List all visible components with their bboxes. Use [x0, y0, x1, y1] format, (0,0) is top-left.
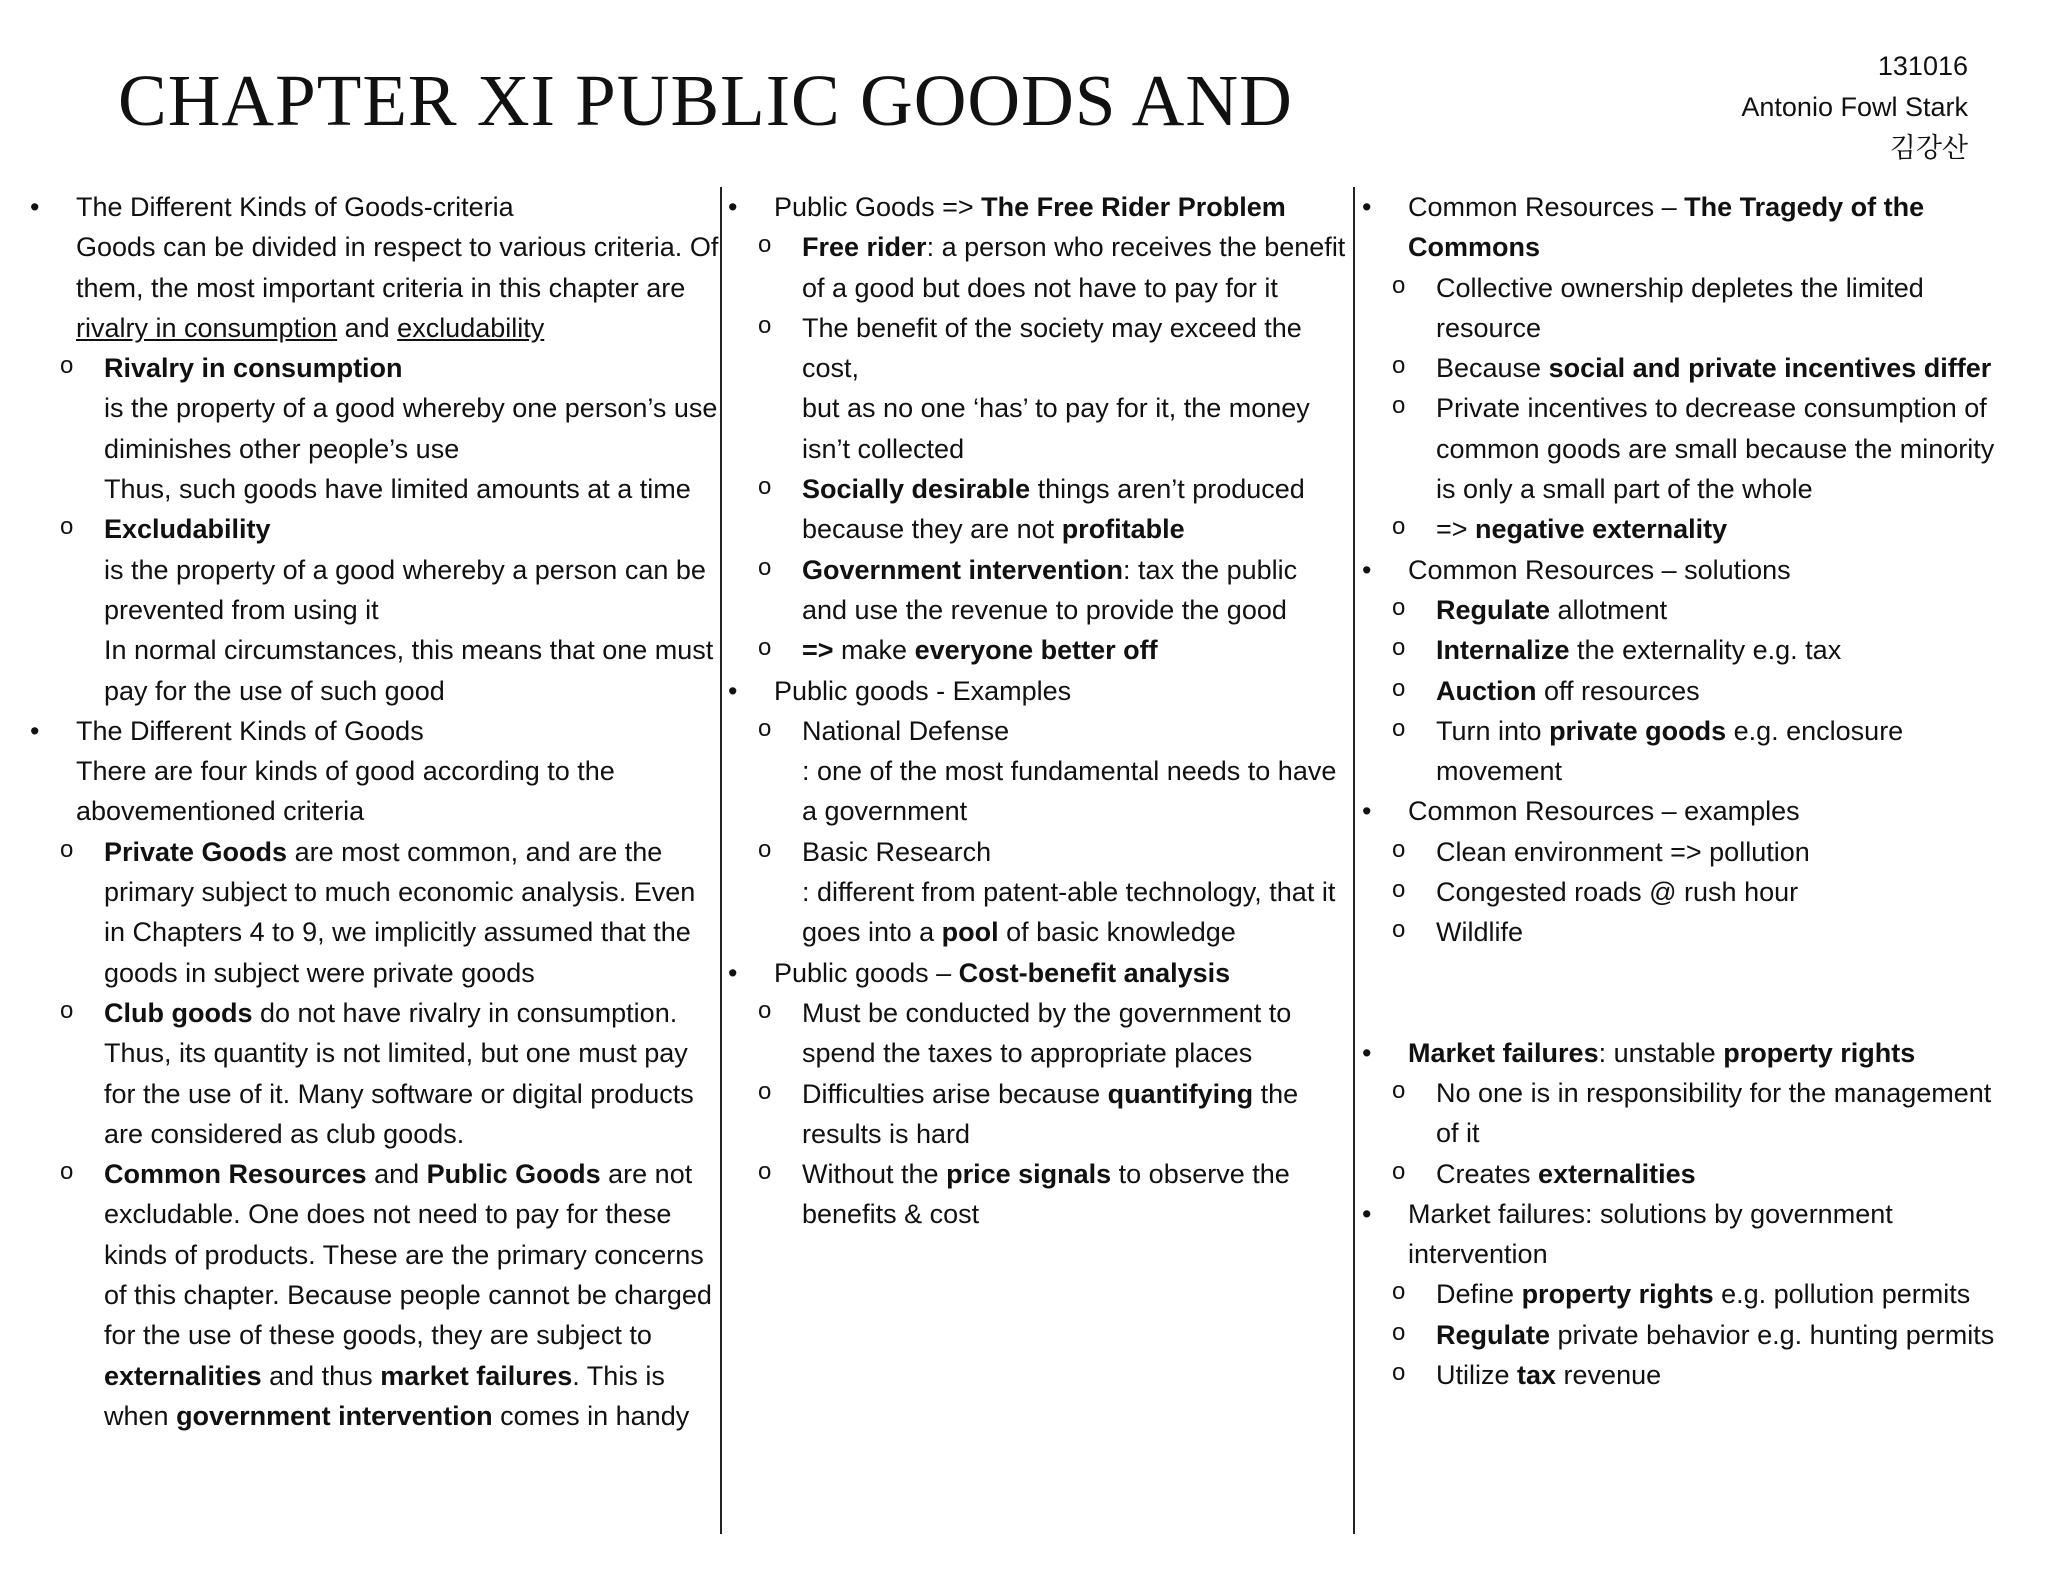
- sub-list-item: o Common Resources and Public Goods are not excludable. One does not need to pay for these kinds of products. These are the primary concerns of this chapter. Because people cannot be charged for the use of these goods, they are subject to externalities and thus market failures. This is when government intervention comes in handy: [30, 1154, 720, 1436]
- sub-list-item: o Regulate private behavior e.g. hunting permits: [1362, 1315, 2002, 1355]
- list-item: • The Different Kinds of Goods-criteria Goods can be divided in respect to various criteria. Of them, the most important criteria in this chapter are rivalry in consumption and excludability: [30, 187, 720, 348]
- author-info: [1741, 46, 1968, 169]
- sub-list-item: o Club goods do not have rivalry in consumption. Thus, its quantity is not limited, but one must pay for the use of it. Many software or digital products are considered as club goods.: [30, 993, 720, 1154]
- list-item: • Common Resources – The Tragedy of the Commons: [1362, 187, 2002, 268]
- list-item: • Public Goods => The Free Rider Problem: [728, 187, 1348, 227]
- list-item: • Common Resources – examples: [1362, 791, 2002, 831]
- column-2: [728, 187, 1348, 1235]
- sub-list-item: o Clean environment => pollution: [1362, 832, 2002, 872]
- sub-list-item: o Wildlife: [1362, 912, 2002, 952]
- list-item: • Market failures: unstable property rights: [1362, 1033, 2002, 1073]
- column-divider: [720, 187, 722, 1534]
- sub-list-item: o Turn into private goods e.g. enclosure movement: [1362, 711, 2002, 792]
- sub-list-item: o Because social and private incentives differ: [1362, 348, 2002, 388]
- sub-list-item: o Excludability is the property of a good whereby a person can be prevented from using it In normal circumstances, this means that one must pay for the use of such good: [30, 509, 720, 710]
- sub-list-item: o Collective ownership depletes the limited resource: [1362, 268, 2002, 349]
- sub-list-item: o Government intervention: tax the public and use the revenue to provide the good: [728, 550, 1348, 631]
- sub-list-item: o Internalize the externality e.g. tax: [1362, 630, 2002, 670]
- author-name-korean: 김강산: [1889, 133, 1968, 163]
- sub-list-item: o The benefit of the society may exceed the cost, but as no one ‘has’ to pay for it, the money isn’t collected: [728, 308, 1348, 469]
- sub-list-item: o Regulate allotment: [1362, 590, 2002, 630]
- sub-list-item: o No one is in responsibility for the management of it: [1362, 1073, 2002, 1154]
- column-3: [1362, 187, 2002, 1395]
- sub-list-item: o => negative externality: [1362, 509, 2002, 549]
- spacer: [1362, 953, 2002, 1033]
- sub-list-item: o Creates externalities: [1362, 1154, 2002, 1194]
- sub-list-item: o Rivalry in consumption is the property of a good whereby one person’s use diminishes other people’s use Thus, such goods have limited amounts at a time: [30, 348, 720, 509]
- sub-list-item: o Private Goods are most common, and are the primary subject to much economic analysis. Even in Chapters 4 to 9, we implicitly assumed that the goods in subject were private goods: [30, 832, 720, 993]
- list-item: • Public goods – Cost-benefit analysis: [728, 953, 1348, 993]
- sub-list-item: o Basic Research : different from patent-able technology, that it goes into a pool of basic knowledge: [728, 832, 1348, 953]
- sub-list-item: o Without the price signals to observe the benefits & cost: [728, 1154, 1348, 1235]
- column-divider: [1353, 187, 1355, 1534]
- sub-list-item: o Congested roads @ rush hour: [1362, 872, 2002, 912]
- sub-list-item: o Difficulties arise because quantifying the results is hard: [728, 1074, 1348, 1155]
- sub-list-item: o Socially desirable things aren’t produced because they are not profitable: [728, 469, 1348, 550]
- sub-list-item: o Free rider: a person who receives the benefit of a good but does not have to pay for it: [728, 227, 1348, 308]
- sub-list-item: o Must be conducted by the government to spend the taxes to appropriate places: [728, 993, 1348, 1074]
- student-id: 131016: [1877, 51, 1968, 81]
- list-item: • The Different Kinds of Goods There are four kinds of good according to the abovementioned criteria: [30, 711, 720, 832]
- page-title: CHAPTER XI PUBLIC GOODS AND: [118, 60, 1293, 141]
- sub-list-item: o => make everyone better off: [728, 630, 1348, 670]
- sub-list-item: o Utilize tax revenue: [1362, 1355, 2002, 1395]
- list-item: • Common Resources – solutions: [1362, 550, 2002, 590]
- list-item: • Market failures: solutions by government intervention: [1362, 1194, 2002, 1275]
- list-item: • Public goods - Examples: [728, 671, 1348, 711]
- column-1: [30, 187, 720, 1436]
- sub-list-item: o Define property rights e.g. pollution permits: [1362, 1274, 2002, 1314]
- sub-list-item: o Private incentives to decrease consumption of common goods are small because the minority is only a small part of the whole: [1362, 388, 2002, 509]
- author-name: Antonio Fowl Stark: [1741, 92, 1968, 122]
- sub-list-item: o Auction off resources: [1362, 671, 2002, 711]
- sub-list-item: o National Defense : one of the most fundamental needs to have a government: [728, 711, 1348, 832]
